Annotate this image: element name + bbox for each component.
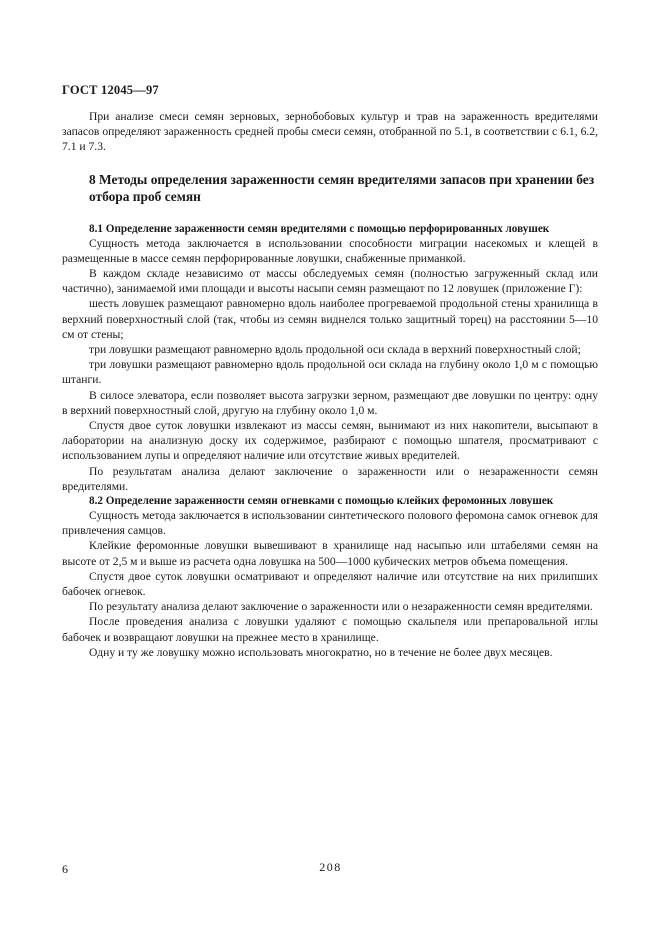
sheet-number: 208 — [319, 860, 342, 874]
paragraph: Сущность метода заключается в использовании синтетического полового феромона самок огневок для привлечения самцов. — [62, 509, 598, 538]
page-number: 6 — [62, 862, 68, 876]
document-body — [62, 109, 598, 660]
section-8-1-heading: 8.1 Определение зараженности семян вредителями с помощью перфорированных ловушек — [89, 222, 550, 235]
standard-header: ГОСТ 12045—97 — [62, 83, 159, 97]
paragraph: После проведения анализа с ловушки удаляют с помощью скальпеля или препаровальной иглы бабочек и возвращают ловушки на прежнее место в хранилище. — [62, 615, 598, 644]
paragraph: шесть ловушек размещают равномерно вдоль наиболее прогреваемой продольной стены хранилища в верхний поверхностный слой (так, чтобы из семян виднелся только защитный торец) на расстоянии 5—10 см от стены; — [62, 297, 598, 341]
paragraph: Клейкие феромонные ловушки вывешивают в хранилище над насыпью или штабелями семян на высоте от 2,5 м и выше из расчета одна ловушка на 500—1000 кубических метров объема помещения. — [62, 539, 598, 568]
paragraph: Спустя двое суток ловушки осматривают и определяют наличие или отсутствие на них прилипших бабочек огневок. — [62, 569, 598, 599]
section-8-2-heading: 8.2 Определение зараженности семян огневками с помощью клейких феромонных ловушек — [89, 495, 554, 508]
paragraph: По результатам анализа делают заключение о зараженности или о незараженности семян вредителями. — [62, 464, 598, 493]
paragraph: Сущность метода заключается в использовании способности миграции насекомых и клещей в размещенные в массе семян перфорированные ловушки, снабженные приманкой. — [62, 236, 598, 265]
section-8-heading: 8 Методы определения зараженности семян вредителями запасов при хранении без отбора проб семян — [89, 171, 595, 204]
paragraph: Одну и ту же ловушку можно использовать многократно, но в течение не более двух месяцев. — [89, 645, 553, 659]
paragraph: В силосе элеватора, если позволяет высота загрузки зерном, размещают две ловушки по центру: одну в верхний поверхностный слой, другую на глубину около 1,0 м. — [62, 388, 598, 417]
paragraph: Спустя двое суток ловушки извлекают из массы семян, вынимают из них накопители, высыпают в лаборатории на анализную доску их содержимое, разбирают с помощью шпателя, просматривают с использованием лупы и определяют наличие или отсутствие живых вредителей. — [62, 419, 598, 463]
paragraph: В каждом складе независимо от массы обследуемых семян (полностью загруженный склад или частично), занимаемой ими площади и высоты насыпи семян размещают по 12 ловушек (приложение Г): — [62, 267, 598, 296]
paragraph: три ловушки размещают равномерно вдоль продольной оси склада в верхний поверхностный слой; — [89, 343, 581, 357]
paragraph: По результату анализа делают заключение о зараженности или о незараженности семян вредителями. — [89, 600, 593, 614]
intro-paragraph: При анализе смеси семян зерновых, зернобобовых культур и трав на зараженность вредителями запасов определяют зараженность средней пробы смеси семян, отобранной по 5.1, в соответствии с 6.1, 6.2, 7.1 и 7.3. — [62, 110, 598, 154]
paragraph: три ловушки размещают равномерно вдоль продольной оси склада на глубину около 1,0 м с помощью штанги. — [62, 358, 598, 387]
